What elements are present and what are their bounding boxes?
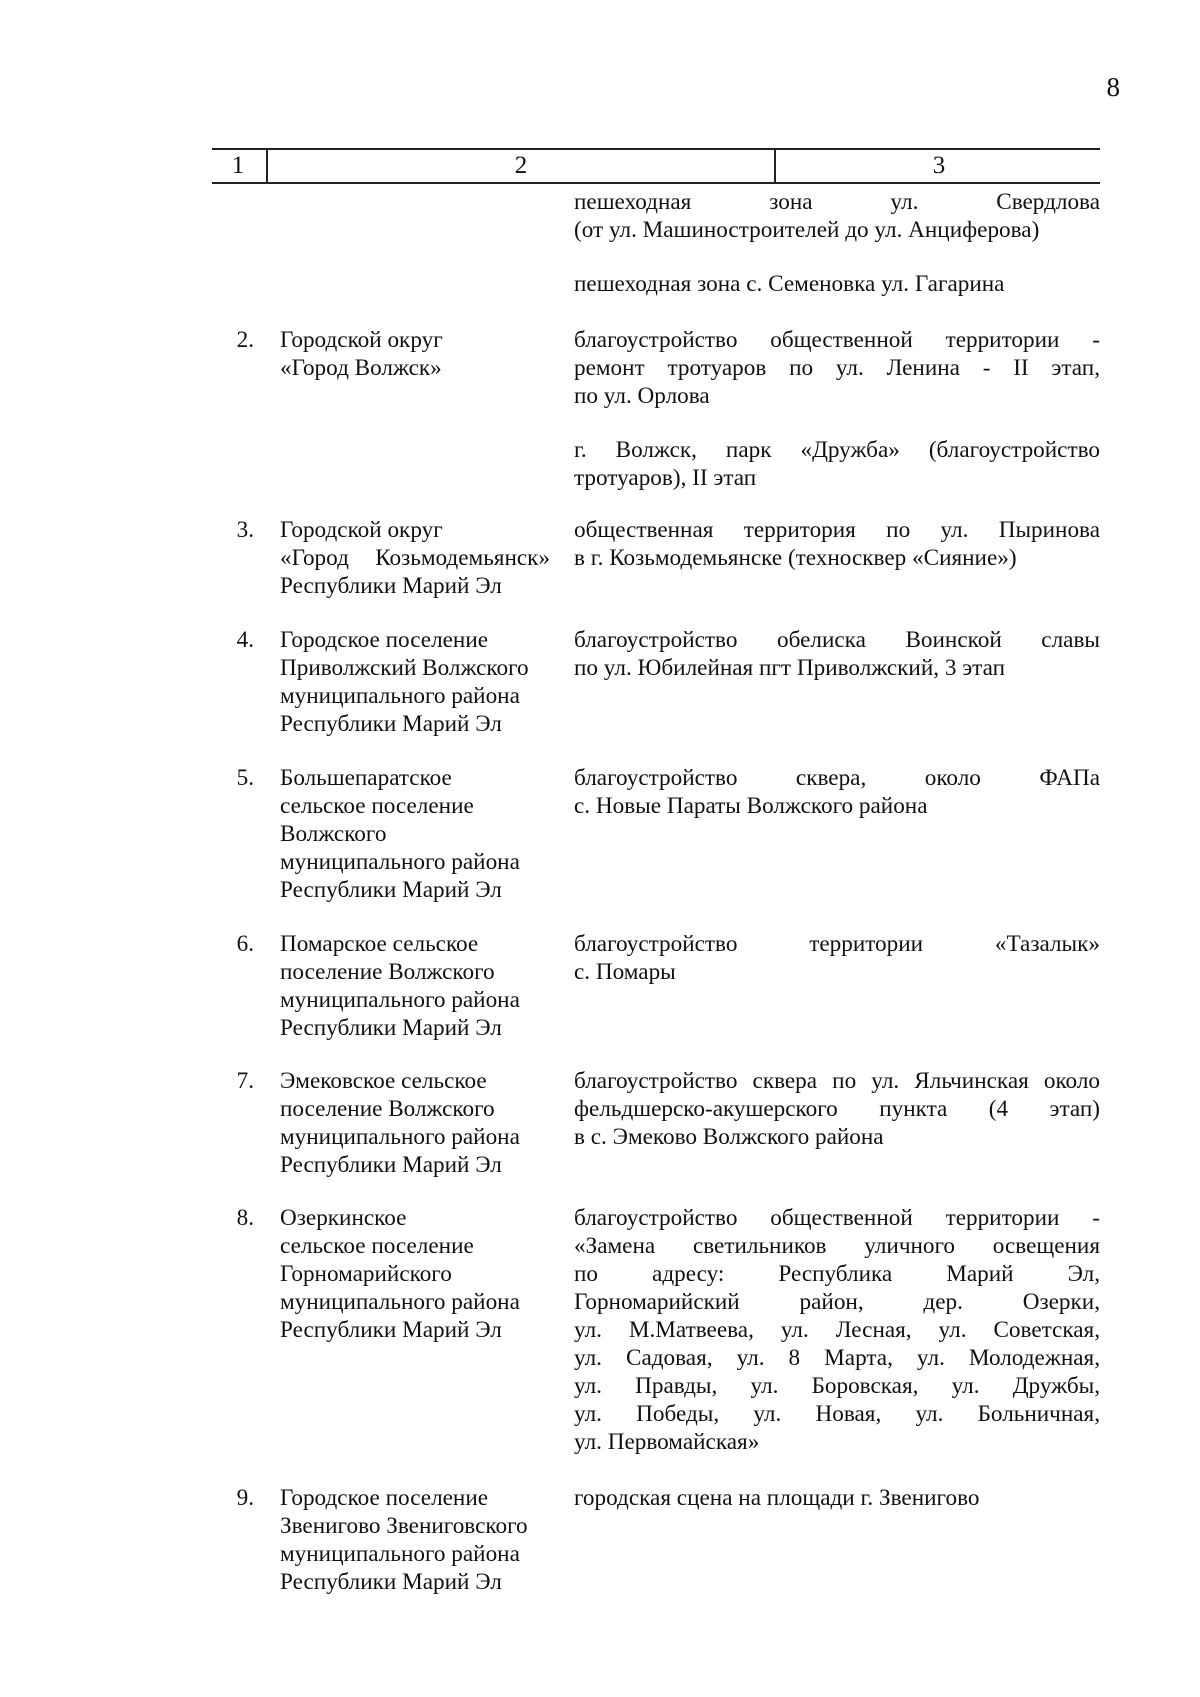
description-line: с. Помары (574, 959, 676, 985)
municipality-line: Волжского (280, 821, 387, 847)
municipality-line: Городской округ (280, 517, 443, 543)
description-cell (574, 626, 1100, 682)
description-line: городская сцена на площади г. Звенигово (574, 1485, 980, 1511)
municipality-line: Озеркинское (280, 1205, 407, 1231)
municipality-line: муниципального района (280, 683, 520, 709)
municipality-line: Городской округ (280, 327, 443, 353)
description-line: фельдшерско-акушерского пункта (4 этап) (574, 1096, 1100, 1122)
municipality-line: муниципального района (280, 849, 520, 875)
description-line: по ул. Орлова (574, 383, 710, 409)
municipality-line: Эмековское сельское (280, 1068, 487, 1094)
description-line: ремонт тротуаров по ул. Ленина - II этап, (574, 355, 1100, 381)
row-number: 7. (236, 1068, 254, 1094)
municipality-cell (280, 516, 550, 600)
row-number: 6. (236, 931, 254, 957)
description-line: ул. М.Матвеева, ул. Лесная, ул. Советская, (574, 1317, 1100, 1343)
description-line: с. Новые Параты Волжского района (574, 793, 928, 819)
row-number: 8. (236, 1205, 254, 1231)
row-number: 4. (236, 627, 254, 653)
table-header (212, 148, 1100, 184)
description-line: в с. Эмеково Волжского района (574, 1124, 884, 1150)
description-line: (от ул. Машиностроителей до ул. Анциферова) (574, 217, 1040, 243)
municipality-line: муниципального района (280, 1541, 520, 1567)
municipality-line: Приволжский Волжского (280, 655, 529, 681)
description-cell (574, 764, 1100, 820)
description-cell (574, 188, 1100, 298)
municipality-line: Республики Марий Эл (280, 1015, 502, 1041)
row-number: 9. (236, 1485, 254, 1511)
column-header-1: 1 (231, 152, 245, 179)
description-line: «Замена светильников уличного освещения (574, 1233, 1100, 1259)
description-cell (574, 516, 1100, 572)
description-cell (574, 1067, 1100, 1151)
description-line: в г. Козьмодемьянске (техносквер «Сияние») (574, 545, 1017, 571)
row-number: 2. (236, 327, 254, 353)
description-cell (574, 1484, 1100, 1512)
municipality-cell (280, 1204, 550, 1344)
municipality-line: Республики Марий Эл (280, 1152, 502, 1178)
municipality-line: муниципального района (280, 987, 520, 1013)
description-line: ул. Победы, ул. Новая, ул. Больничная, (574, 1401, 1100, 1427)
description-line: пешеходная зона ул. Свердлова (574, 189, 1100, 215)
municipality-line: Городское поселение (280, 627, 489, 653)
description-line: по адресу: Республика Марий Эл, (574, 1261, 1100, 1287)
row-number: 5. (236, 765, 254, 791)
municipality-cell (280, 1484, 550, 1596)
municipality-line: поселение Волжского (280, 1096, 495, 1122)
municipality-line: «Город Козьмодемьянск» (280, 545, 550, 571)
description-line: Горномарийский район, дер. Озерки, (574, 1289, 1100, 1315)
description-line: благоустройство общественной территории - (574, 327, 1100, 353)
description-line: тротуаров), II этап (574, 465, 757, 491)
municipality-line: муниципального района (280, 1289, 520, 1315)
municipality-line: Городское поселение (280, 1485, 489, 1511)
description-line: г. Волжск, парк «Дружба» (благоустройство (574, 437, 1100, 463)
municipality-line: Республики Марий Эл (280, 877, 502, 903)
description-line: пешеходная зона с. Семеновка ул. Гагарина (574, 271, 1005, 297)
description-cell (574, 1204, 1100, 1456)
description-line: благоустройство общественной территории - (574, 1205, 1100, 1231)
municipality-line: Горномарийского (280, 1261, 452, 1287)
municipality-line: Республики Марий Эл (280, 573, 502, 599)
description-cell (574, 326, 1100, 492)
municipality-cell (280, 626, 550, 738)
description-line: благоустройство обелиска Воинской славы (574, 627, 1100, 653)
municipality-line: Республики Марий Эл (280, 1569, 502, 1595)
row-number: 3. (236, 517, 254, 543)
municipality-line: сельское поселение (280, 793, 474, 819)
description-cell (574, 930, 1100, 986)
column-header-2: 2 (266, 150, 774, 182)
municipality-cell (280, 1067, 550, 1179)
municipality-line: муниципального района (280, 1124, 520, 1150)
municipality-cell (280, 326, 550, 382)
page-number: 8 (1106, 72, 1120, 102)
municipality-line: поселение Волжского (280, 959, 495, 985)
municipality-line: Республики Марий Эл (280, 711, 502, 737)
description-line: по ул. Юбилейная пгт Приволжский, 3 этап (574, 655, 1005, 681)
municipality-cell (280, 930, 550, 1042)
description-line: ул. Садовая, ул. 8 Марта, ул. Молодежная, (574, 1345, 1100, 1371)
municipality-line: «Город Волжск» (280, 355, 442, 381)
description-line: ул. Правды, ул. Боровская, ул. Дружбы, (574, 1373, 1100, 1399)
municipality-line: Большепаратское (280, 765, 452, 791)
municipality-line: Республики Марий Эл (280, 1317, 502, 1343)
description-line: благоустройство территории «Тазалык» (574, 931, 1100, 957)
description-line: общественная территория по ул. Пыринова (574, 517, 1100, 543)
description-line: ул. Первомайская» (574, 1429, 760, 1455)
municipality-line: Звенигово Звениговского (280, 1513, 528, 1539)
column-header-3: 3 (774, 150, 1102, 182)
description-line: благоустройство сквера по ул. Яльчинская около (574, 1068, 1100, 1094)
municipality-cell (280, 764, 550, 904)
municipality-line: Помарское сельское (280, 931, 479, 957)
description-line: благоустройство сквера, около ФАПа (574, 765, 1100, 791)
municipality-line: сельское поселение (280, 1233, 474, 1259)
